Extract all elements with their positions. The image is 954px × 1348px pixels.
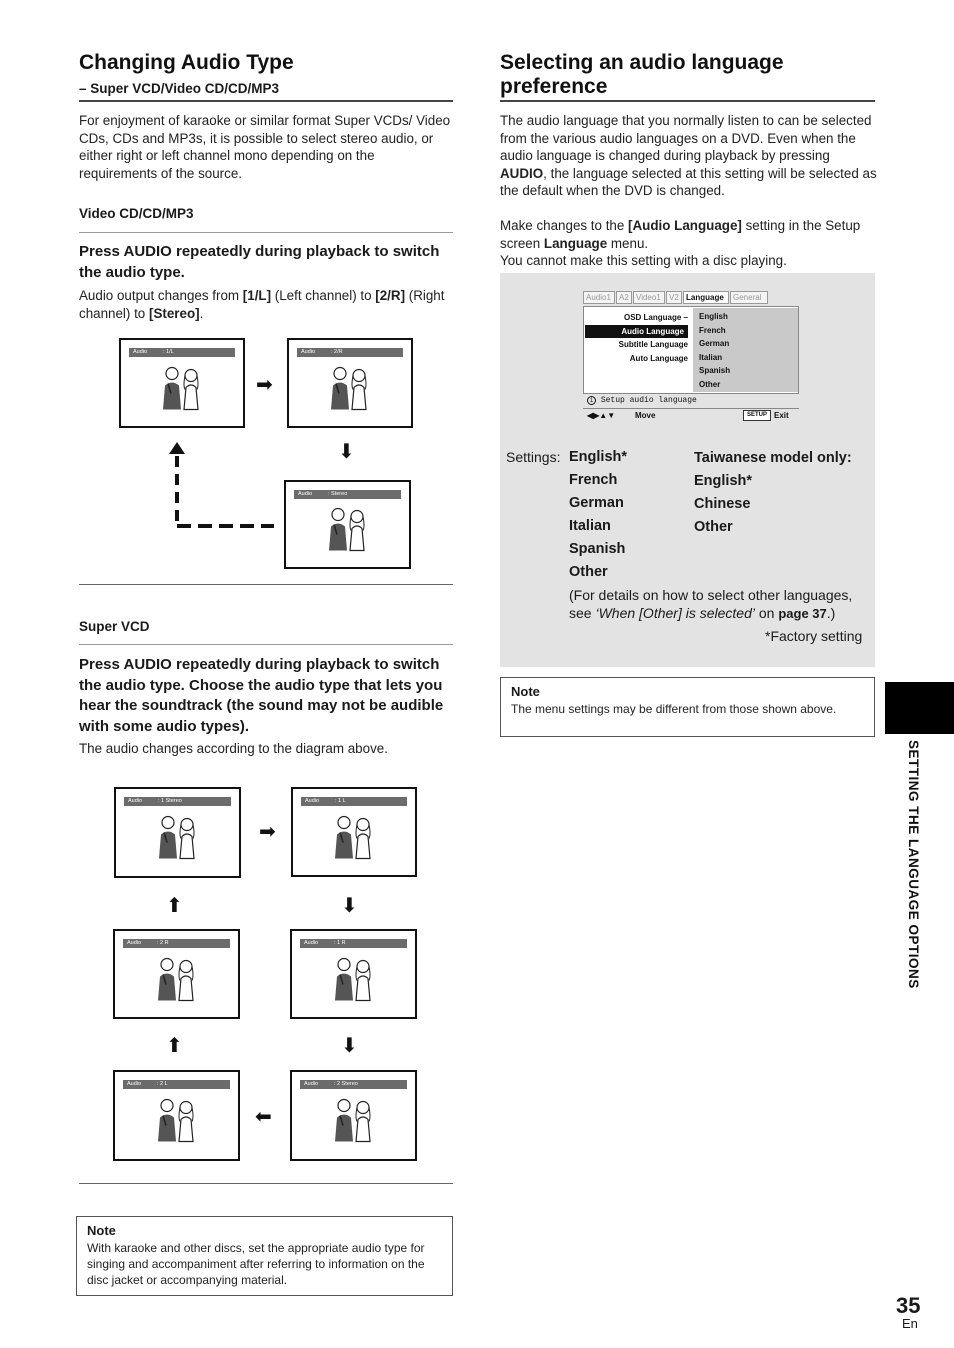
- page-reference-link[interactable]: page 37: [778, 606, 827, 621]
- divider: [79, 232, 453, 233]
- osd-setup-screen: [583, 291, 801, 425]
- audio-value: : 1/L: [163, 349, 174, 355]
- setting-german: German: [569, 495, 624, 511]
- tab-v2[interactable]: V2: [666, 291, 682, 304]
- audio-value: : 1 R: [334, 940, 346, 946]
- osd-help-line: [587, 395, 797, 406]
- key-2r: [2/R]: [375, 288, 406, 303]
- audio-label: Audio: [305, 798, 320, 804]
- page-number: 35: [896, 1293, 921, 1318]
- karaoke-duet-illustration: [157, 363, 207, 416]
- text-part: .: [199, 305, 204, 321]
- key-audio: AUDIO: [500, 165, 544, 181]
- divider: [79, 584, 453, 585]
- section-title-line1: Selecting an audio language: [500, 51, 784, 74]
- audio-value: : 2 L: [157, 1081, 168, 1087]
- karaoke-duet-illustration: [323, 505, 373, 558]
- menu-item-subtitle-language[interactable]: Subtitle Language: [618, 340, 688, 349]
- intro-paragraph: For enjoyment of karaoke or similar format Super VCDs/ Video CDs, CDs and MP3s, it is possible to select stereo audio, or either right or left channel mono depending on the requirements of the source.: [79, 113, 451, 181]
- chapter-title: SETTING THE LANGUAGE OPTIONS: [906, 740, 921, 989]
- tv-screen-1l: [119, 338, 245, 428]
- audio-label: Audio: [127, 940, 142, 946]
- video-cd-heading: Video CD/CD/MP3: [79, 206, 194, 221]
- key-1l: [1/L]: [242, 288, 272, 303]
- arrow-up-icon: ⬆: [166, 1035, 183, 1057]
- taiwan-other: Other: [694, 519, 733, 535]
- key-stereo: [Stereo]: [148, 305, 200, 321]
- section-subtitle: – Super VCD/Video CD/CD/MP3: [79, 81, 280, 96]
- audio-osd-bar: [129, 348, 235, 357]
- option-spanish[interactable]: Spanish: [699, 366, 731, 375]
- karaoke-duet-illustration: [153, 813, 203, 866]
- tv-screen-1r: [290, 929, 417, 1019]
- audio-osd-bar: [301, 797, 407, 806]
- audio-output-text: [79, 287, 449, 322]
- note-text: With karaoke and other discs, set the appropriate audio type for singing and accompaniment after referring to information on the disc jacket or accompanying material.: [87, 1241, 425, 1287]
- tab-audio1[interactable]: Audio1: [583, 291, 615, 304]
- note-box-right: [500, 677, 875, 737]
- tv-screen-1-stereo: [114, 787, 241, 878]
- language-intro-paragraph: [500, 112, 877, 200]
- exit-label: Exit: [774, 411, 789, 420]
- text-part: Make changes to the: [500, 218, 629, 233]
- osd-menu-items: [585, 311, 688, 365]
- section-title-line2: preference: [500, 75, 608, 98]
- setting-english: English*: [569, 449, 628, 465]
- text-part: .): [826, 605, 836, 621]
- audio-value: : 2 R: [157, 940, 169, 946]
- audio-value: : 1 L: [335, 798, 346, 804]
- audio-osd-bar: [297, 348, 403, 357]
- instruction-2: Press AUDIO repeatedly during playback to switch the audio type. Choose the audio type that lets you hear the soundtrack (the sound may not be audible with some audio types).: [79, 656, 444, 735]
- tv-screen-2l: [113, 1070, 240, 1161]
- reference-title: ‘When [Other] is selected’: [595, 605, 755, 621]
- note-heading: Note: [511, 684, 540, 699]
- menu-item-auto-language[interactable]: Auto Language: [629, 353, 688, 363]
- instruction-1: Press AUDIO repeatedly during playback to switch the audio type.: [79, 243, 440, 281]
- audio-osd-bar: [123, 939, 230, 948]
- divider: [79, 644, 453, 645]
- audio-label: Audio: [298, 491, 313, 497]
- karaoke-duet-illustration: [152, 1096, 202, 1149]
- osd-help-text: Setup audio language: [600, 396, 697, 405]
- key-language: Language: [543, 235, 608, 251]
- karaoke-duet-illustration: [325, 363, 375, 416]
- settings-label: Settings:: [506, 449, 561, 465]
- menu-item-osd-language[interactable]: OSD Language –: [623, 313, 688, 322]
- text-part: Audio output changes from: [79, 288, 243, 303]
- audio-value: : 2 Stereo: [334, 1081, 358, 1087]
- karaoke-duet-illustration: [329, 1096, 379, 1149]
- arrow-down-icon: ⬇: [338, 441, 355, 463]
- title-rule: [500, 100, 875, 102]
- audio-value: : Stereo: [328, 491, 348, 497]
- text-part: (Right channel) to: [79, 288, 445, 321]
- audio-value: : 2/R: [331, 349, 343, 355]
- option-german[interactable]: German: [699, 339, 730, 348]
- option-italian[interactable]: Italian: [699, 352, 723, 362]
- text-part: The audio language that you normally listen to can be selected from the various audio languages on a DVD. Even when the audio language is changed during playback by pressing: [500, 113, 872, 164]
- setup-key[interactable]: SETUP: [743, 410, 771, 421]
- menu-item-audio-language[interactable]: Audio Language: [585, 325, 688, 339]
- arrow-up-icon: ⬆: [166, 895, 183, 917]
- tv-screen-stereo: [284, 480, 411, 569]
- chapter-tab: [885, 682, 954, 734]
- language-code: En: [902, 1316, 918, 1331]
- note-text: The menu settings may be different from those shown above.: [511, 702, 837, 716]
- dashed-return-arrow-icon: [166, 440, 278, 532]
- tv-screen-1l: [291, 787, 417, 877]
- text-part: setting in the Setup screen: [500, 218, 861, 251]
- title-rule: [79, 100, 453, 102]
- osd-options-list: [693, 308, 798, 392]
- text-part: menu.: [607, 235, 649, 251]
- factory-setting-note: *Factory setting: [765, 628, 863, 644]
- audio-label: Audio: [304, 940, 319, 946]
- other-language-details: [569, 586, 871, 623]
- tv-screen-2-stereo: [290, 1070, 417, 1161]
- key-audio-language: [Audio Language]: [628, 218, 742, 233]
- note-box-left: [76, 1216, 453, 1296]
- super-vcd-heading: Super VCD: [79, 619, 150, 634]
- audio-label: Audio: [304, 1081, 319, 1087]
- tab-general[interactable]: General: [730, 291, 768, 304]
- tv-screen-2r: [287, 338, 413, 428]
- arrow-right-icon: ➡: [256, 374, 273, 396]
- text-part: (For details on how to select other languages, see: [569, 587, 853, 621]
- audio-osd-bar: [294, 490, 401, 499]
- osd-footer: [583, 408, 799, 421]
- tv-screen-2r: [113, 929, 240, 1019]
- diagram-note-text: The audio changes according to the diagram above.: [79, 741, 388, 756]
- setting-italian: Italian: [569, 518, 611, 534]
- taiwan-heading: Taiwanese model only:: [694, 450, 852, 466]
- navigation-arrows-icon: ◀▶▲▼: [587, 411, 616, 420]
- arrow-down-icon: ⬇: [341, 895, 358, 917]
- text-part: , the language selected at this setting will be selected as the default when the DVD is changed.: [500, 165, 877, 199]
- move-label: Move: [635, 411, 656, 420]
- text-part: (Left channel) to: [271, 288, 376, 303]
- setting-other: Other: [569, 564, 608, 580]
- audio-osd-bar: [300, 939, 407, 948]
- audio-label: Audio: [128, 798, 143, 804]
- audio-osd-bar: [300, 1080, 407, 1089]
- disc-playing-note: You cannot make this setting with a disc playing.: [500, 253, 787, 268]
- option-french[interactable]: French: [699, 325, 726, 335]
- audio-label: Audio: [127, 1081, 142, 1087]
- setting-spanish: Spanish: [569, 541, 626, 557]
- arrow-right-icon: ➡: [259, 821, 276, 843]
- text-part: on: [754, 605, 779, 621]
- audio-label: Audio: [133, 349, 148, 355]
- tab-video1[interactable]: Video1: [633, 291, 665, 304]
- divider: [79, 1183, 453, 1184]
- karaoke-duet-illustration: [329, 954, 379, 1007]
- settings-list: [569, 446, 627, 584]
- tab-language[interactable]: Language: [683, 291, 729, 304]
- note-heading: Note: [87, 1223, 116, 1238]
- arrow-left-icon: ⬅: [255, 1106, 272, 1128]
- audio-label: Audio: [301, 349, 316, 355]
- tab-a2[interactable]: A2: [616, 291, 632, 304]
- taiwan-settings: [694, 447, 852, 539]
- audio-osd-bar: [123, 1080, 230, 1089]
- arrow-down-icon: ⬇: [341, 1035, 358, 1057]
- option-other[interactable]: Other: [699, 379, 721, 389]
- option-english[interactable]: English: [699, 312, 728, 321]
- section-title: Changing Audio Type: [79, 51, 294, 74]
- karaoke-duet-illustration: [329, 812, 379, 865]
- setup-instruction: [500, 217, 877, 252]
- taiwan-chinese: Chinese: [694, 496, 751, 512]
- setting-french: French: [569, 472, 618, 488]
- info-icon: i: [587, 396, 596, 405]
- audio-value: : 1 Stereo: [158, 798, 182, 804]
- audio-osd-bar: [124, 797, 231, 806]
- taiwan-english: English*: [694, 473, 753, 489]
- karaoke-duet-illustration: [152, 954, 202, 1007]
